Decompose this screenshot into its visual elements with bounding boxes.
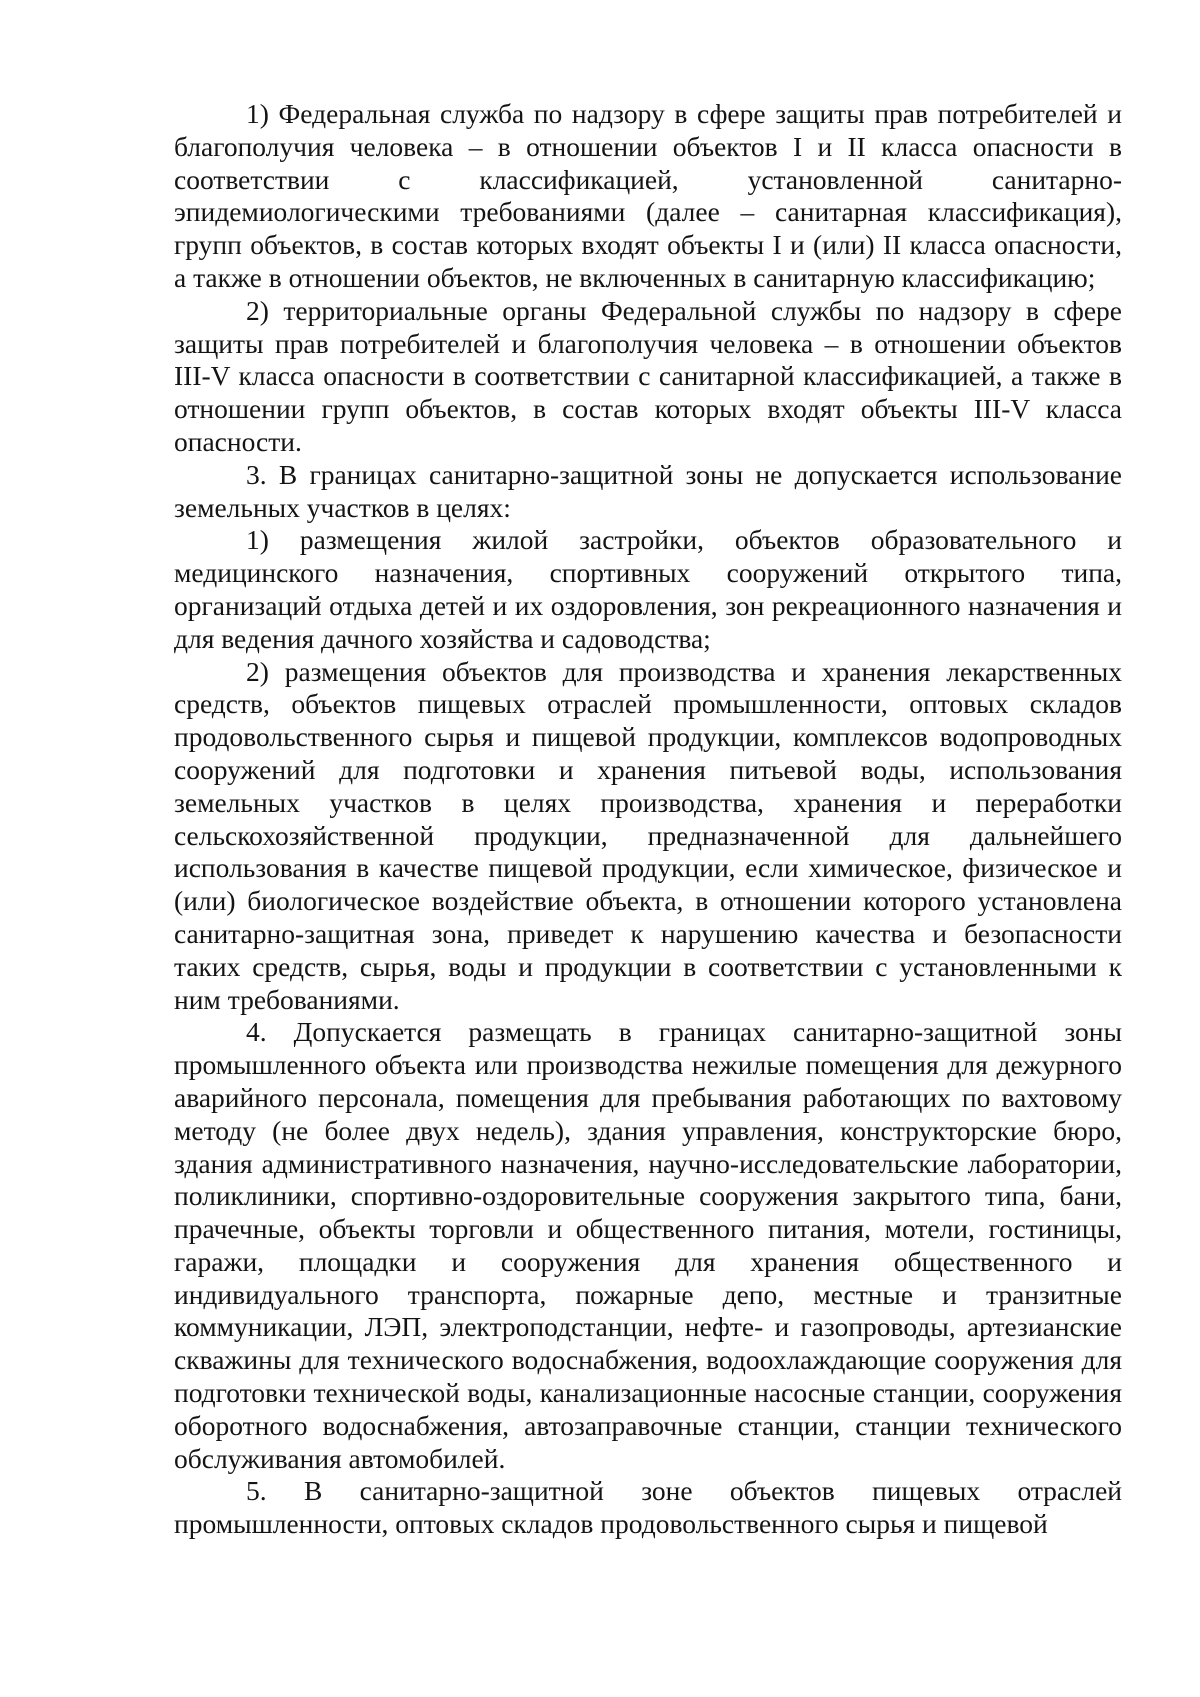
document-body [174, 98, 1122, 1541]
paragraph-point-4-allowed-placement: 4. Допускается размещать в границах санитарно-защитной зоны промышленного объекта или производства нежилые помещения для дежурного аварийного персонала, помещения для пребывания работающих по вахтовому методу (не более двух недель), здания управления, конструкторские бюро, здания административного назначения, научно-исследовательские лаборатории, поликлиники, спортивно-оздоровительные сооружения закрытого типа, бани, прачечные, объекты торговли и общественного питания, мотели, гостиницы, гаражи, площадки и сооружения для хранения общественного и индивидуального транспорта, пожарные депо, местные и транзитные коммуникации, ЛЭП, электроподстанции, нефте- и газопроводы, артезианские скважины для технического водоснабжения, водоохлаждающие сооружения для подготовки технической воды, канализационные насосные станции, сооружения оборотного водоснабжения, автозаправочные станции, станции технического обслуживания автомобилей. [174, 1016, 1122, 1474]
paragraph-item-1-federal-service: 1) Федеральная служба по надзору в сфере защиты прав потребителей и благополучия человека – в отношении объектов I и II класса опасности в соответствии с классификацией, установленной санитарно-эпидемиологическими требованиями (далее – санитарная классификация), групп объектов, в состав которых входят объекты I и (или) II класса опасности, а также в отношении объектов, не включенных в санитарную классификацию; [174, 98, 1122, 293]
paragraph-point-5-food-industry: 5. В санитарно-защитной зоне объектов пищевых отраслей промышленности, оптовых складов продовольственного сырья и пищевой [174, 1475, 1122, 1540]
paragraph-item-2-territorial-bodies: 2) территориальные органы Федеральной службы по надзору в сфере защиты прав потребителей и благополучия человека – в отношении объектов III-V класса опасности в соответствии с санитарной классификацией, а также в отношении групп объектов, в состав которых входят объекты III-V класса опасности. [174, 294, 1122, 457]
paragraph-subitem-2-production: 2) размещения объектов для производства и хранения лекарственных средств, объектов пищевых отраслей промышленности, оптовых складов продовольственного сырья и пищевой продукции, комплексов водопроводных сооружений для подготовки и хранения питьевой воды, использования земельных участков в целях производства, хранения и переработки сельскохозяйственной продукции, предназначенной для дальнейшего использования в качестве пищевой продукции, если химическое, физическое и (или) биологическое воздействие объекта, в отношении которого установлена санитарно-защитная зона, приведет к нарушению качества и безопасности таких средств, сырья, воды и продукции в соответствии с установленными к ним требованиями. [174, 655, 1122, 1015]
paragraph-subitem-1-residential: 1) размещения жилой застройки, объектов образовательного и медицинского назначения, спортивных сооружений открытого типа, организаций отдыха детей и их оздоровления, зон рекреационного назначения и для ведения дачного хозяйства и садоводства; [174, 524, 1122, 654]
paragraph-point-3-prohibitions: 3. В границах санитарно-защитной зоны не допускается использование земельных участков в целях: [174, 458, 1122, 523]
